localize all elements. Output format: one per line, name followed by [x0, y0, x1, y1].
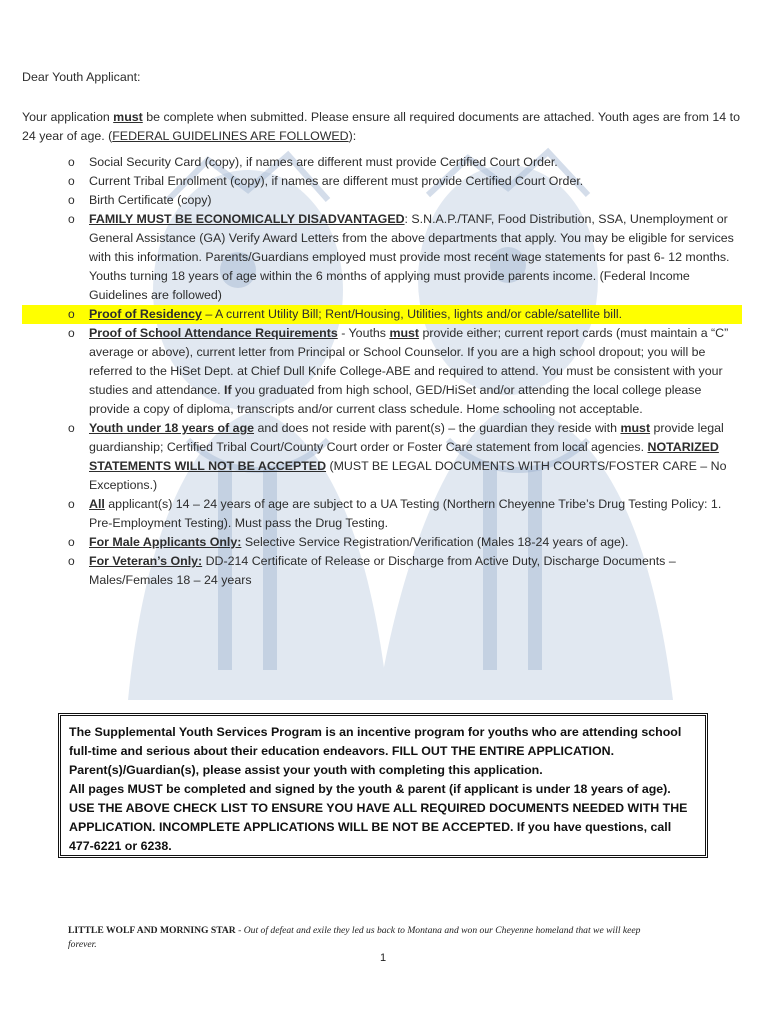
list-item-highlighted: o Proof of Residency – A current Utility Bill; Rent/Housing, Utilities, lights and/or cable/satellite bill.: [22, 305, 742, 324]
list-item: o Social Security Card (copy), if names are different must provide Certified Court Order.: [22, 153, 742, 172]
list-item: o FAMILY MUST BE ECONOMICALLY DISADVANTAGED: S.N.A.P./TANF, Food Distribution, SSA, Unemployment or General Assistance (GA) Verify Award Letters from the above departments that apply. You may be eligible for services with this information. Parents/Guardians employed must provide most recent wage statements for past 6- 12 months. Youths turning 18 years of age within the 6 months of applying must provide parents income. (Federal Income Guidelines are followed): [68, 212, 734, 302]
federal-guidelines: FEDERAL GUIDELINES ARE FOLLOWED: [112, 129, 349, 143]
list-item: o Birth Certificate (copy): [22, 191, 742, 210]
item-label: All: [89, 497, 105, 511]
list-item: o Proof of School Attendance Requirements - Youths must provide either; current report cards (must maintain a “C” average or above), current letter from Principal or School Counselor. If you are a high school dropout; you will be referred to the HiSet Dept. at Chief Dull Knife College-ABE and required to attend. You must be consistent with your studies and attendance. If you graduated from high school, GED/HiSet and/or attending the local college please provide a copy of diploma, transcripts and/or current class schedule. Home schooling not acceptable.: [68, 326, 729, 416]
list-item: o Youth under 18 years of age and does not reside with parent(s) – the guardian they reside with must provide legal guardianship; Certified Tribal Court/County Court order or Foster Care statement from local agencies. NOTARIZED STATEMENTS WILL NOT BE ACCEPTED (MUST BE LEGAL DOCUMENTS WITH COURTS/FOSTER CARE – No Exceptions.): [68, 421, 727, 492]
bullet-icon: o: [68, 535, 75, 549]
intro-paragraph: Your application must be complete when submitted. Please ensure all required documents are attached. Youth ages are from 14 to 24 year of age. (FEDERAL GUIDELINES ARE FOLLOWED):: [22, 110, 740, 143]
item-label: For Male Applicants Only:: [89, 535, 242, 549]
item-label: FAMILY MUST BE ECONOMICALLY DISADVANTAGED: [89, 212, 405, 226]
bullet-icon: o: [68, 497, 75, 511]
bullet-icon: o: [68, 307, 75, 321]
notice-paragraph: The Supplemental Youth Services Program is an incentive program for youths who are attending school full-time and serious about their education endeavors. FILL OUT THE ENTIRE APPLICATION.: [69, 725, 682, 758]
footer-names: LITTLE WOLF AND MORNING STAR: [68, 925, 236, 936]
item-label: Youth under 18 years of age: [89, 421, 255, 435]
list-item: o All applicant(s) 14 – 24 years of age are subject to a UA Testing (Northern Cheyenne Tribe’s Drug Testing Policy: 1. Pre-Employment Testing). Must pass the Drug Testing.: [68, 497, 722, 530]
page-number: 1: [380, 952, 387, 964]
list-item: o For Male Applicants Only: Selective Service Registration/Verification (Males 18-24 years of age).: [22, 533, 742, 552]
requirements-checklist: [22, 153, 742, 590]
footer-motto: [68, 924, 668, 952]
item-label: Proof of Residency: [89, 307, 202, 321]
bullet-icon: o: [68, 421, 75, 435]
bullet-icon: o: [68, 554, 75, 568]
program-notice-box: [58, 713, 708, 858]
bullet-icon: o: [68, 212, 75, 226]
item-label: Proof of School Attendance Requirements: [89, 326, 338, 340]
bullet-icon: o: [68, 174, 75, 188]
bullet-icon: o: [68, 155, 75, 169]
notice-paragraph: USE THE ABOVE CHECK LIST TO ENSURE YOU HAVE ALL REQUIRED DOCUMENTS NEEDED WITH THE APPLICATION. INCOMPLETE APPLICATIONS WILL BE NOT BE ACCEPTED. If you have questions, call 477-6221 or 6238.: [69, 801, 688, 853]
notice-paragraph: All pages MUST be completed and signed by the youth & parent (if applicant is under 18 years of age).: [69, 782, 671, 796]
list-item: o Current Tribal Enrollment (copy), if names are different must provide Certified Court Order.: [22, 172, 742, 191]
intro-must: must: [113, 110, 143, 124]
salutation: Dear Youth Applicant:: [22, 70, 141, 84]
bullet-icon: o: [68, 326, 75, 340]
list-item: o For Veteran’s Only: DD-214 Certificate of Release or Discharge from Active Duty, Discharge Documents – Males/Females 18 – 24 years: [68, 554, 676, 587]
letter-body: [22, 68, 742, 590]
notice-paragraph: Parent(s)/Guardian(s), please assist your youth with completing this application.: [69, 763, 543, 777]
item-label: For Veteran’s Only:: [89, 554, 203, 568]
footer-motto-text: - Out of defeat and exile they led us back to Montana and won our Cheyenne homeland that we will keep forever.: [68, 925, 641, 950]
bullet-icon: o: [68, 193, 75, 207]
